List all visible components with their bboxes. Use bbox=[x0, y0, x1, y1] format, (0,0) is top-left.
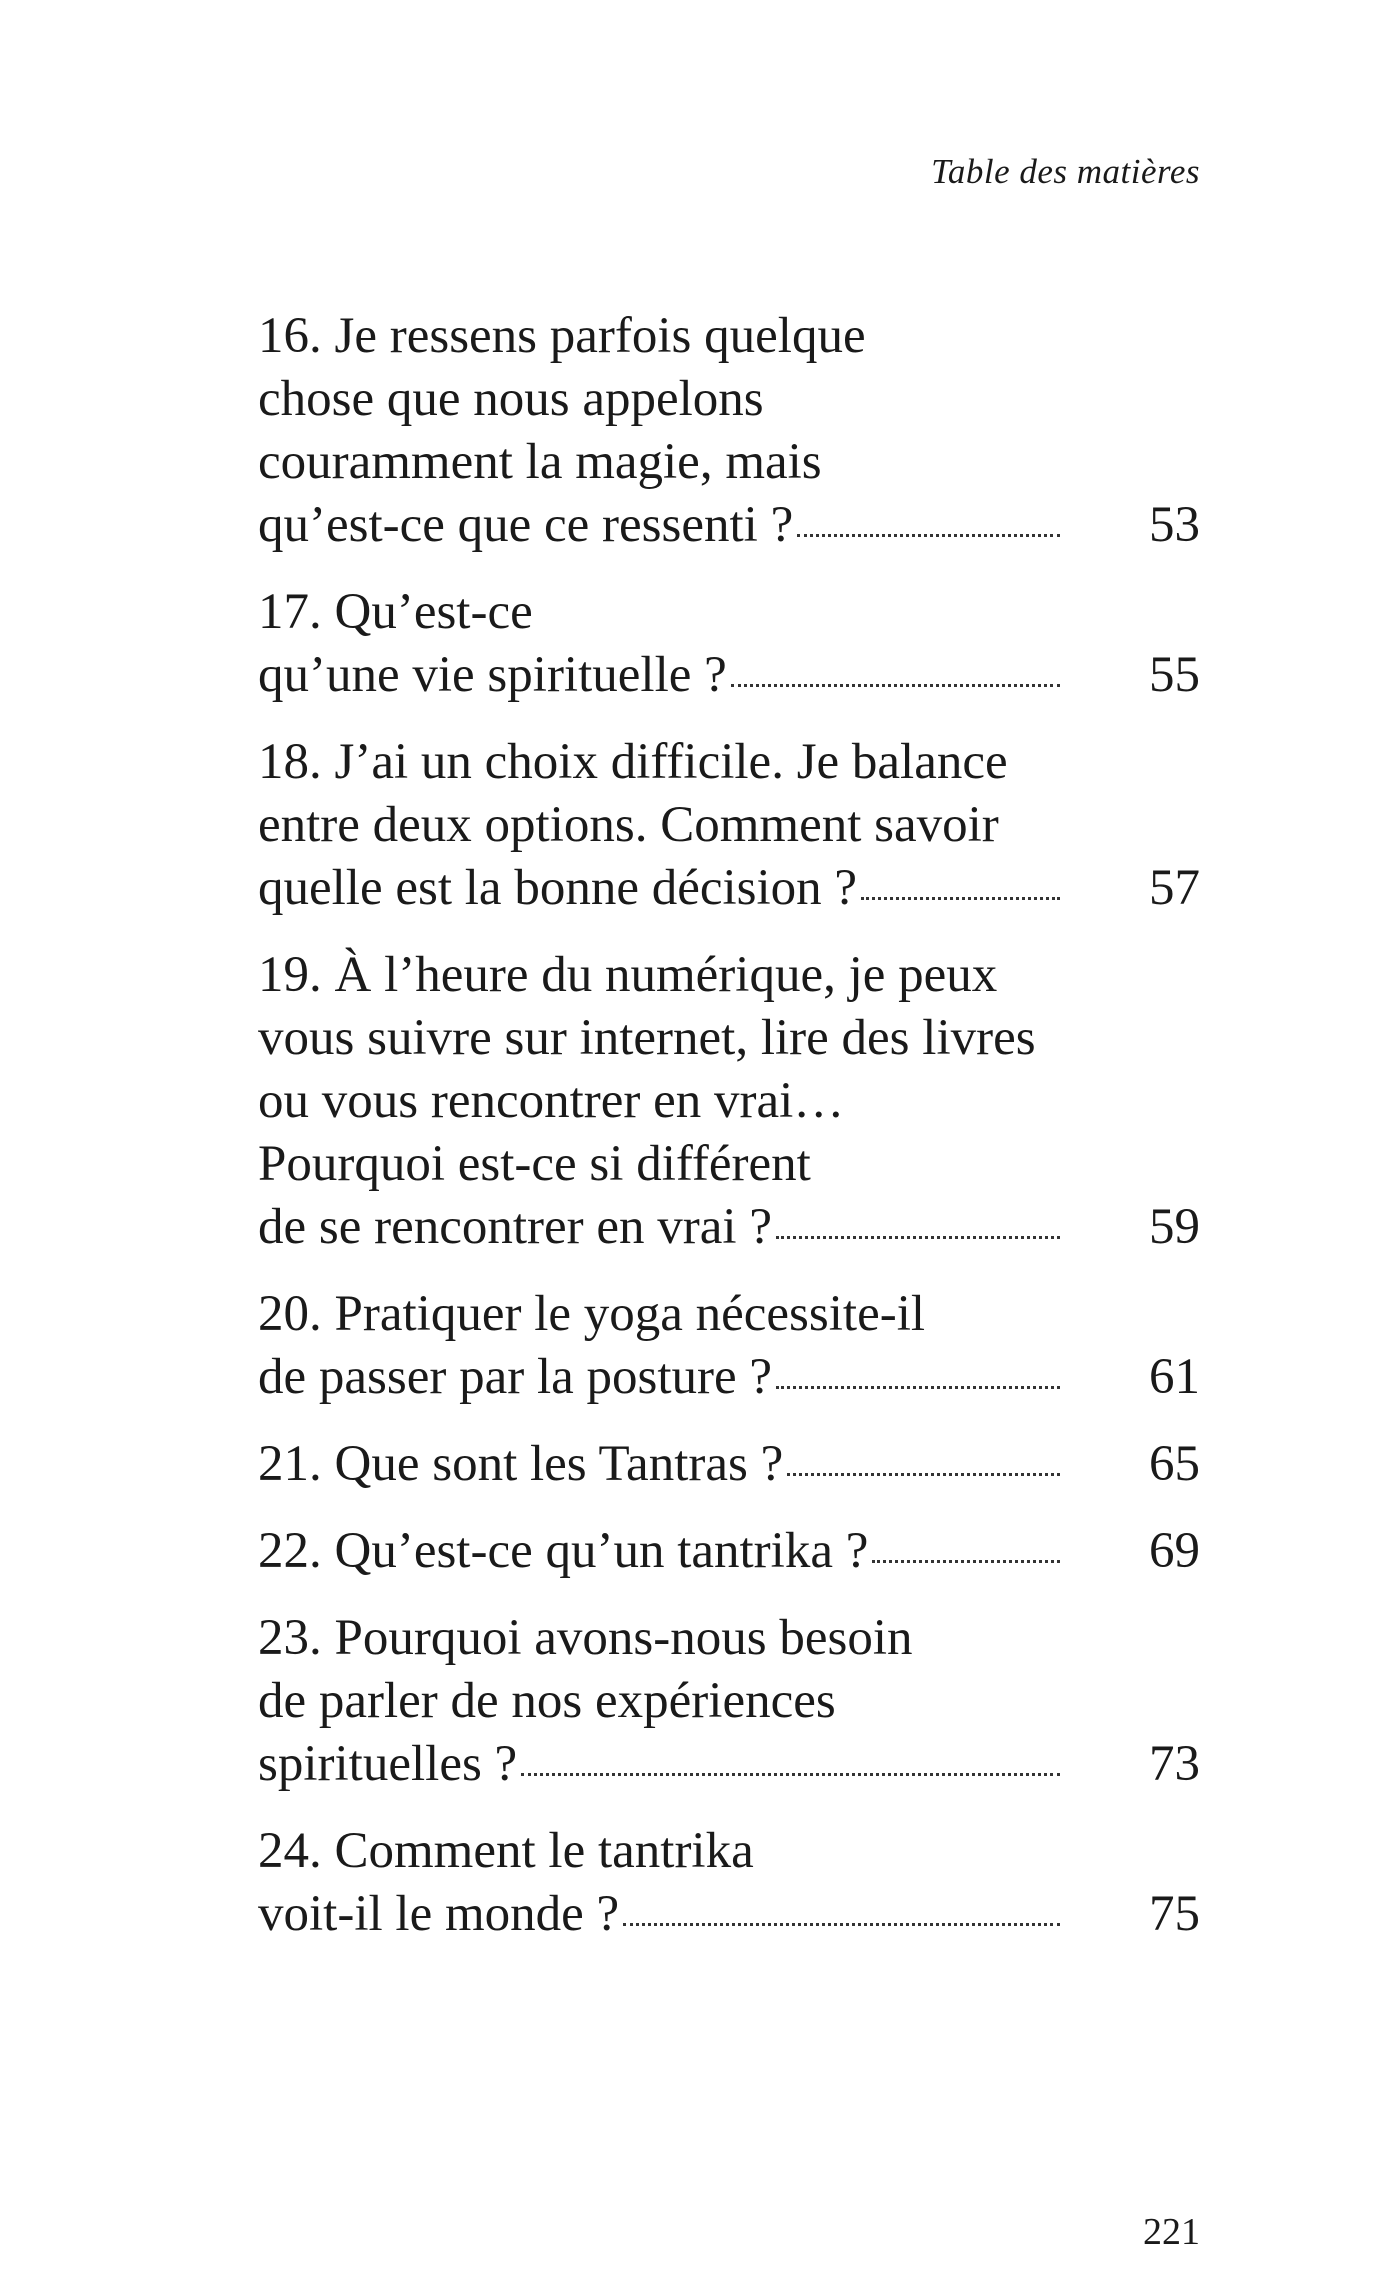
toc-entry-last-line bbox=[258, 1733, 1200, 1796]
toc-entry[interactable] bbox=[258, 581, 1200, 707]
toc-entry-line: Pourquoi est-ce si différent bbox=[258, 1136, 811, 1192]
toc-entry-line: de passer par la posture ? bbox=[258, 1349, 773, 1405]
toc-entry[interactable] bbox=[258, 1607, 1200, 1796]
dot-leader bbox=[797, 534, 1060, 537]
toc-entry-line: de parler de nos expériences bbox=[258, 1673, 836, 1729]
toc-page-number: 57 bbox=[1149, 860, 1200, 916]
toc-entry-line: 24. Comment le tantrika bbox=[258, 1823, 754, 1879]
toc-page-number: 73 bbox=[1149, 1736, 1200, 1792]
toc-page-number: 65 bbox=[1149, 1436, 1200, 1492]
toc-page-number: 55 bbox=[1149, 647, 1200, 703]
toc-entry[interactable] bbox=[258, 1520, 1200, 1583]
dot-leader bbox=[731, 684, 1060, 687]
toc-entry-line: couramment la magie, mais bbox=[258, 434, 822, 490]
toc-entry-line: 23. Pourquoi avons-nous besoin bbox=[258, 1610, 913, 1666]
toc-entry-line: 18. J’ai un choix difficile. Je balance bbox=[258, 734, 1008, 790]
toc-entry[interactable] bbox=[258, 305, 1200, 557]
toc-entry-last-line bbox=[258, 644, 1200, 707]
toc-entry-line: chose que nous appelons bbox=[258, 371, 764, 427]
toc-entry-line: 21. Que sont les Tantras ? bbox=[258, 1436, 784, 1492]
toc-entry-line: 17. Qu’est-ce bbox=[258, 584, 533, 640]
toc-entry-line: 19. À l’heure du numérique, je peux bbox=[258, 947, 998, 1003]
toc-entry[interactable] bbox=[258, 944, 1200, 1259]
toc-entry-line: entre deux options. Comment savoir bbox=[258, 797, 999, 853]
dot-leader bbox=[521, 1773, 1060, 1776]
toc-entry-line: qu’est-ce que ce ressenti ? bbox=[258, 497, 794, 553]
toc-entry-last-line bbox=[258, 1433, 1200, 1496]
toc-page-number: 59 bbox=[1149, 1199, 1200, 1255]
toc-entry[interactable] bbox=[258, 1820, 1200, 1946]
dot-leader bbox=[787, 1473, 1060, 1476]
toc-entry-line: spirituelles ? bbox=[258, 1736, 518, 1792]
toc-entry-last-line bbox=[258, 1196, 1200, 1259]
toc-entry-line: vous suivre sur internet, lire des livres bbox=[258, 1010, 1036, 1066]
toc-page-number: 75 bbox=[1149, 1886, 1200, 1942]
toc-entry-line: 16. Je ressens parfois quelque bbox=[258, 308, 866, 364]
toc-entry-last-line bbox=[258, 1346, 1200, 1409]
toc-entry[interactable] bbox=[258, 1283, 1200, 1409]
table-of-contents bbox=[258, 305, 1200, 1970]
toc-entry-line: quelle est la bonne décision ? bbox=[258, 860, 858, 916]
toc-page-number: 53 bbox=[1149, 497, 1200, 553]
toc-entry-line: qu’une vie spirituelle ? bbox=[258, 647, 727, 703]
dot-leader bbox=[776, 1386, 1060, 1389]
toc-entry-last-line bbox=[258, 494, 1200, 557]
dot-leader bbox=[776, 1236, 1060, 1239]
toc-entry-last-line bbox=[258, 1520, 1200, 1583]
toc-page-number: 61 bbox=[1149, 1349, 1200, 1405]
toc-entry-line: 20. Pratiquer le yoga nécessite-il bbox=[258, 1286, 926, 1342]
toc-entry-line: ou vous rencontrer en vrai… bbox=[258, 1073, 845, 1129]
toc-entry-last-line bbox=[258, 1883, 1200, 1946]
toc-entry-line: voit-il le monde ? bbox=[258, 1886, 620, 1942]
toc-entry[interactable] bbox=[258, 731, 1200, 920]
toc-entry-last-line bbox=[258, 857, 1200, 920]
toc-entry-line: de se rencontrer en vrai ? bbox=[258, 1199, 772, 1255]
dot-leader bbox=[872, 1560, 1060, 1563]
dot-leader bbox=[623, 1923, 1060, 1926]
toc-entry[interactable] bbox=[258, 1433, 1200, 1496]
page-number: 221 bbox=[1143, 2211, 1200, 2253]
toc-page-number: 69 bbox=[1149, 1523, 1200, 1579]
dot-leader bbox=[861, 897, 1060, 900]
running-head: Table des matières bbox=[931, 152, 1200, 191]
toc-entry-line: 22. Qu’est-ce qu’un tantrika ? bbox=[258, 1523, 869, 1579]
